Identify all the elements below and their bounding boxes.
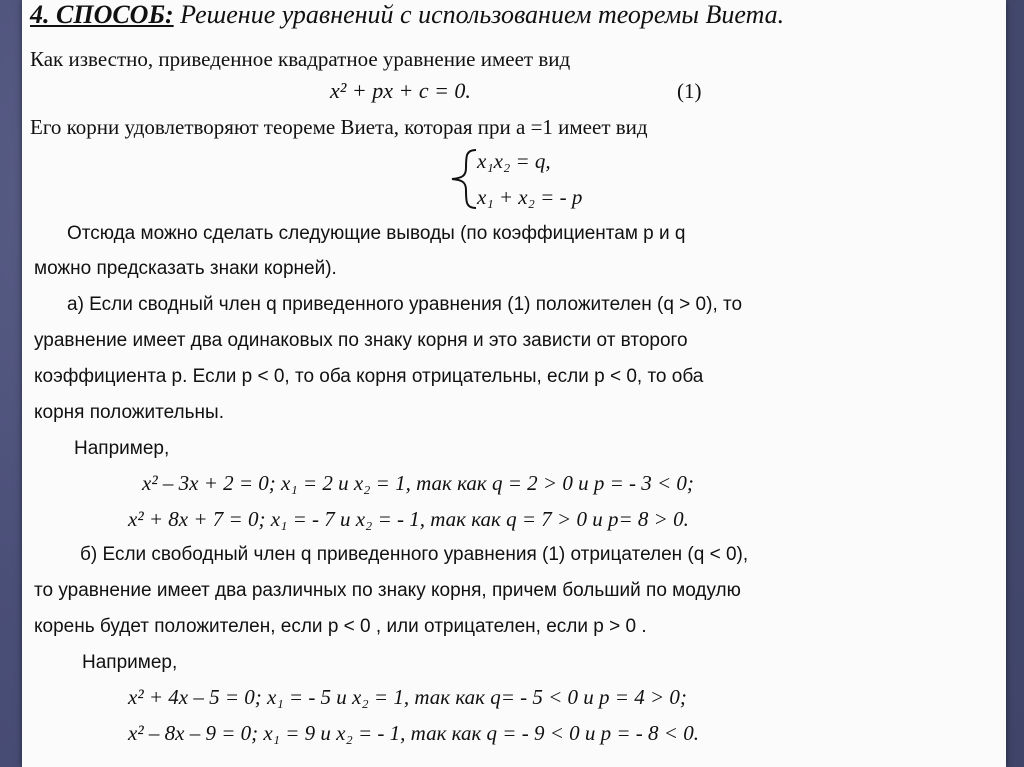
title-text: Решение уравнений с использованием теоремы Виета. [180, 0, 785, 29]
case-b-line-2: то уравнение имеет два различных по знаку корня, причем больший по модулю [34, 580, 741, 601]
slide [22, 0, 1006, 767]
example-b-equation-1: x² + 4x – 5 = 0; x₁ = - 5 и x₂ = 1, так как q= - 5 < 0 и p = 4 > 0; [128, 685, 687, 709]
example-a-equation-2: x² + 8x + 7 = 0; x₁ = - 7 и x₂ = - 1, так как q = 7 > 0 и p= 8 > 0. [128, 507, 689, 531]
intro-line: Как известно, приведенное квадратное уравнение имеет вид [30, 47, 571, 71]
conclusion-line-2: можно предсказать знаки корней). [34, 258, 337, 279]
case-a-line-4: корня положительны. [34, 402, 224, 423]
example-a-heading: Например, [74, 438, 170, 459]
case-a-line-1: а) Если сводный член q приведенного уравнения (1) положителен (q > 0), то [67, 294, 743, 315]
equation-1-number: (1) [677, 79, 702, 103]
system-brace [442, 148, 482, 210]
case-a-line-3: коэффициента p. Если p < 0, то оба корня отрицательны, если p < 0, то оба [34, 366, 704, 387]
case-b-line-1: б) Если свободный член q приведенного уравнения (1) отрицателен (q < 0), [80, 544, 749, 565]
vieta-intro-line: Его корни удовлетворяют теореме Виета, которая при a =1 имеет вид [30, 115, 648, 139]
system-line-2: x₁ + x₂ = - p [477, 185, 583, 209]
slide-title [30, 2, 784, 28]
example-b-equation-2: x² – 8x – 9 = 0; x₁ = 9 и x₂ = - 1, так как q = - 9 < 0 и p = - 8 < 0. [128, 721, 699, 745]
equation-1: x² + px + c = 0. [330, 78, 471, 103]
case-a-line-2: уравнение имеет два одинаковых по знаку корня и это зависти от второго [34, 330, 688, 351]
example-a-equation-1: x² – 3x + 2 = 0; x₁ = 2 и x₂ = 1, так как q = 2 > 0 и p = - 3 < 0; [142, 471, 694, 495]
case-b-line-3: корень будет положителен, если p < 0 , или отрицателен, если p > 0 . [34, 616, 647, 637]
system-line-1: x₁x₂ = q, [477, 149, 551, 173]
conclusion-line-1: Отсюда можно сделать следующие выводы (по коэффициентам p и q [67, 223, 686, 244]
example-b-heading: Например, [82, 652, 178, 673]
title-label: 4. СПОСОБ: [30, 0, 174, 29]
